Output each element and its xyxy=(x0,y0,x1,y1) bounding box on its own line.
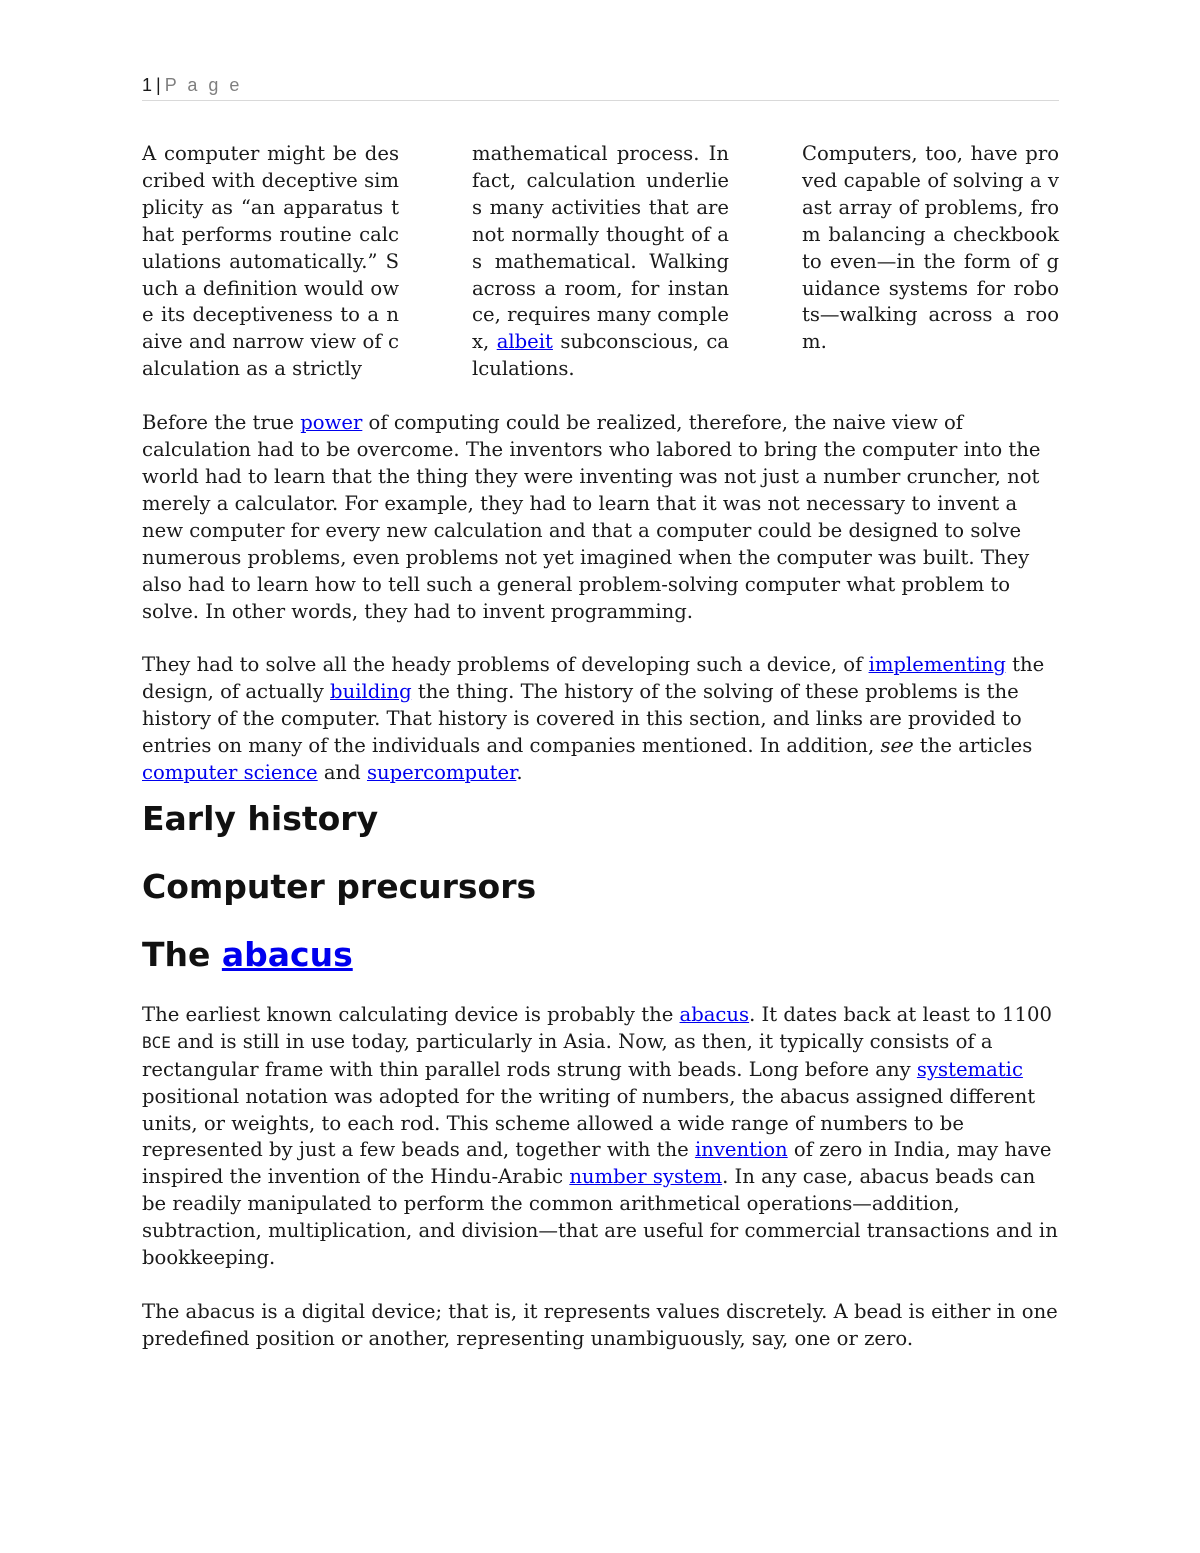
page-label: P a g e xyxy=(164,75,243,95)
heading-the-text: The xyxy=(142,934,222,974)
link-systematic[interactable]: systematic xyxy=(916,1057,1023,1081)
para1-text-a: Before the true xyxy=(142,411,301,435)
column-2 xyxy=(472,141,729,383)
heading-the-abacus xyxy=(142,935,1059,975)
paragraph-power xyxy=(142,410,1059,625)
header-separator: | xyxy=(156,75,161,95)
para3-text-c: and is still in use today, particularly in Asia. Now, as then, it typically consists of a rectangular frame with thin parallel rods strung with beads. Long before any xyxy=(142,1029,993,1081)
link-supercomputer[interactable]: supercomputer xyxy=(366,761,517,785)
bce-label: BCE xyxy=(142,1032,171,1052)
paragraph-digital-device: The abacus is a digital device; that is, it represents values discretely. A bead is either in one predefined position or another, representing unambiguously, say, one or zero. xyxy=(142,1300,1058,1350)
column-3: Computers, too, have proved capable of solving a vast array of problems, from balancing a checkbook to even—in the form of guidance systems for robots—walking across a room. xyxy=(802,142,1059,354)
link-building[interactable]: building xyxy=(330,680,412,704)
page-number: 1 xyxy=(142,75,153,95)
three-column-section xyxy=(142,141,1059,383)
para2-text-c: the thing. The history of the solving of these problems is the history of the computer. That history is covered in this section, and links are provided to entries on many of the individuals and companies mentioned. In addition, xyxy=(142,680,1022,758)
para3-text-a: The earliest known calculating device is probably the xyxy=(142,1002,680,1026)
link-computer-science[interactable]: computer science xyxy=(142,761,318,785)
link-abacus-heading[interactable]: abacus xyxy=(221,934,353,974)
column-2-text-a: mathematical process. In fact, calculation underlies many activities that are not normally thought of as mathematical. Walking across a room, for instance, requires many complex, xyxy=(472,142,729,354)
para2-text-e: and xyxy=(317,761,367,785)
para3-text-b: . It dates back at least to 1100 xyxy=(749,1002,1052,1026)
link-implementing[interactable]: implementing xyxy=(868,653,1006,677)
para2-text-d: the articles xyxy=(913,734,1033,758)
link-abacus[interactable]: abacus xyxy=(679,1002,750,1026)
page-header xyxy=(142,74,1059,101)
para3-text-f: . In any case, abacus beads can be readily manipulated to perform the common arithmetical operations—addition, subtraction, multiplication, and division—that are useful for commercial transactions and in bookkeeping. xyxy=(142,1165,1058,1270)
para3-text-e: of zero in India, may have inspired the invention of the Hindu-Arabic xyxy=(142,1138,1052,1189)
link-invention[interactable]: invention xyxy=(694,1138,788,1162)
paragraph-abacus xyxy=(142,1002,1059,1272)
link-number-system[interactable]: number system xyxy=(569,1165,723,1189)
para1-text-b: of computing could be realized, therefore, the naive view of calculation had to be overcome. The inventors who labored to bring the computer into the world had to learn that the thing they were inventing was not just a number cruncher, not merely a calculator. For example, they had to learn that it was not necessary to invent a new computer for every new calculation and that a computer could be designed to solve numerous problems, even problems not yet imagined when the computer was built. They also had to learn how to tell such a general problem-solving computer what problem to solve. In other words, they had to invent programming. xyxy=(142,411,1041,623)
para2-text-b: the design, of actually xyxy=(142,653,1045,704)
para2-text-f: . xyxy=(516,761,523,785)
link-albeit[interactable]: albeit xyxy=(496,330,553,354)
link-power[interactable]: power xyxy=(300,411,363,435)
heading-computer-precursors: Computer precursors xyxy=(142,866,537,906)
column-2-text-b: subconscious, calculations. xyxy=(472,330,729,381)
paragraph-history xyxy=(142,652,1059,787)
para3-text-d: positional notation was adopted for the writing of numbers, the abacus assigned different units, or weights, to each rod. This scheme allowed a wide range of numbers to be represented by just a few beads and, together with the xyxy=(142,1084,1036,1162)
see-emphasis: see xyxy=(880,734,914,758)
para2-text-a: They had to solve all the heady problems of developing such a device, of xyxy=(142,653,869,677)
document-body xyxy=(142,141,1059,1353)
column-1: A computer might be described with deceptive simplicity as “an apparatus that performs routine calculations automatically.” Such a definition would owe its deceptiveness to a naive and narrow view of calculation as a strictly xyxy=(142,142,399,381)
heading-early-history: Early history xyxy=(142,798,379,838)
